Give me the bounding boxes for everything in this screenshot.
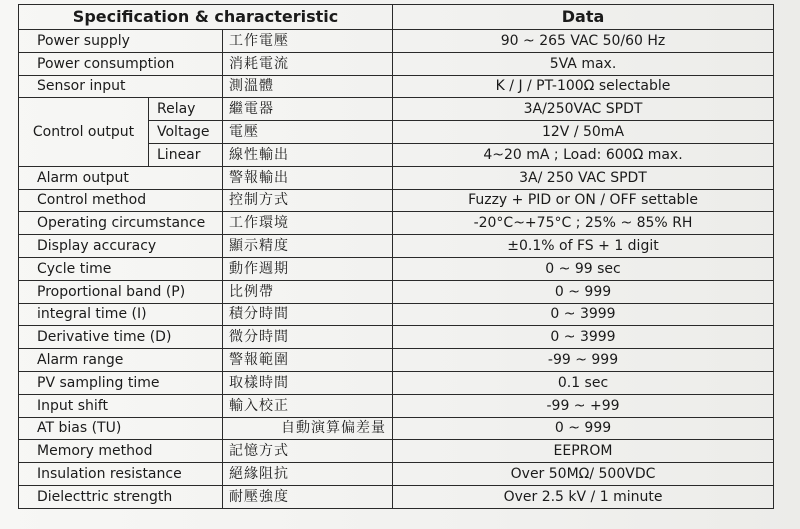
row-label-cn: 警報範圍 xyxy=(223,349,393,372)
row-label-cn: 消耗電流 xyxy=(223,52,393,75)
row-label: Proportional band (P) xyxy=(19,280,223,303)
row-label: Cycle time xyxy=(19,257,223,280)
row-label-cn: 記憶方式 xyxy=(223,440,393,463)
row-label: Display accuracy xyxy=(19,235,223,258)
row-label-cn: 取樣時間 xyxy=(223,371,393,394)
table-row xyxy=(19,326,774,349)
control-output-label: Control output xyxy=(19,98,149,166)
row-label: integral time (I) xyxy=(19,303,223,326)
row-label-cn: 動作週期 xyxy=(223,257,393,280)
row-label-cn: 微分時間 xyxy=(223,326,393,349)
sub-row-label: Relay xyxy=(149,98,223,121)
sub-row-value: 12V / 50mA xyxy=(393,121,774,144)
spec-table xyxy=(18,4,774,509)
row-label: Derivative time (D) xyxy=(19,326,223,349)
table-row xyxy=(19,75,774,98)
row-label: Input shift xyxy=(19,394,223,417)
row-value: Fuzzy + PID or ON / OFF settable xyxy=(393,189,774,212)
row-value: 0.1 sec xyxy=(393,371,774,394)
row-value: -99 ~ +99 xyxy=(393,394,774,417)
table-row xyxy=(19,166,774,189)
row-label-cn: 顯示精度 xyxy=(223,235,393,258)
sub-row-label-cn: 電壓 xyxy=(223,121,393,144)
row-value: 90 ~ 265 VAC 50/60 Hz xyxy=(393,30,774,53)
row-value: 3A/ 250 VAC SPDT xyxy=(393,166,774,189)
row-value: EEPROM xyxy=(393,440,774,463)
row-label: AT bias (TU) xyxy=(19,417,223,440)
row-label-cn: 測溫體 xyxy=(223,75,393,98)
row-value: -20°C~+75°C ; 25% ~ 85% RH xyxy=(393,212,774,235)
row-value: 0 ~ 3999 xyxy=(393,326,774,349)
table-row xyxy=(19,280,774,303)
row-label: Control method xyxy=(19,189,223,212)
table-row xyxy=(19,52,774,75)
row-label-cn: 自動演算偏差量 xyxy=(223,417,393,440)
sub-row-value: 3A/250VAC SPDT xyxy=(393,98,774,121)
row-label: Operating circumstance xyxy=(19,212,223,235)
row-value: -99 ~ 999 xyxy=(393,349,774,372)
row-value: 0 ~ 99 sec xyxy=(393,257,774,280)
sub-row-label-cn: 繼電器 xyxy=(223,98,393,121)
row-label: Power supply xyxy=(19,30,223,53)
row-label: Power consumption xyxy=(19,52,223,75)
row-label-cn: 輸入校正 xyxy=(223,394,393,417)
header-row xyxy=(19,5,774,30)
table-row xyxy=(19,463,774,486)
row-value: 0 ~ 999 xyxy=(393,417,774,440)
row-label: Dielecttric strength xyxy=(19,485,223,508)
table-row xyxy=(19,189,774,212)
row-label: Sensor input xyxy=(19,75,223,98)
row-label-cn: 工作環境 xyxy=(223,212,393,235)
table-row xyxy=(19,371,774,394)
table-row xyxy=(19,98,774,121)
table-row xyxy=(19,485,774,508)
row-label: Insulation resistance xyxy=(19,463,223,486)
sub-row-label-cn: 線性輸出 xyxy=(223,143,393,166)
row-label: PV sampling time xyxy=(19,371,223,394)
row-label-cn: 控制方式 xyxy=(223,189,393,212)
row-value: 5VA max. xyxy=(393,52,774,75)
table-row xyxy=(19,394,774,417)
table-row xyxy=(19,303,774,326)
row-label: Alarm range xyxy=(19,349,223,372)
row-label-cn: 比例帶 xyxy=(223,280,393,303)
row-label-cn: 耐壓強度 xyxy=(223,485,393,508)
row-label-cn: 警報輸出 xyxy=(223,166,393,189)
table-row xyxy=(19,440,774,463)
row-label-cn: 工作電壓 xyxy=(223,30,393,53)
row-label: Alarm output xyxy=(19,166,223,189)
sub-row-label: Linear xyxy=(149,143,223,166)
row-label: Memory method xyxy=(19,440,223,463)
header-spec: Specification & characteristic xyxy=(19,5,393,30)
row-value: Over 2.5 kV / 1 minute xyxy=(393,485,774,508)
row-value: ±0.1% of FS + 1 digit xyxy=(393,235,774,258)
sub-row-label: Voltage xyxy=(149,121,223,144)
row-label-cn: 積分時間 xyxy=(223,303,393,326)
row-value: K / J / PT-100Ω selectable xyxy=(393,75,774,98)
row-value: 0 ~ 999 xyxy=(393,280,774,303)
row-value: Over 50MΩ/ 500VDC xyxy=(393,463,774,486)
table-row xyxy=(19,30,774,53)
table-row xyxy=(19,235,774,258)
table-row xyxy=(19,349,774,372)
sub-row-value: 4~20 mA ; Load: 600Ω max. xyxy=(393,143,774,166)
row-value: 0 ~ 3999 xyxy=(393,303,774,326)
header-data: Data xyxy=(393,5,774,30)
row-label-cn: 絕緣阻抗 xyxy=(223,463,393,486)
table-row xyxy=(19,212,774,235)
table-row xyxy=(19,417,774,440)
table-row xyxy=(19,257,774,280)
